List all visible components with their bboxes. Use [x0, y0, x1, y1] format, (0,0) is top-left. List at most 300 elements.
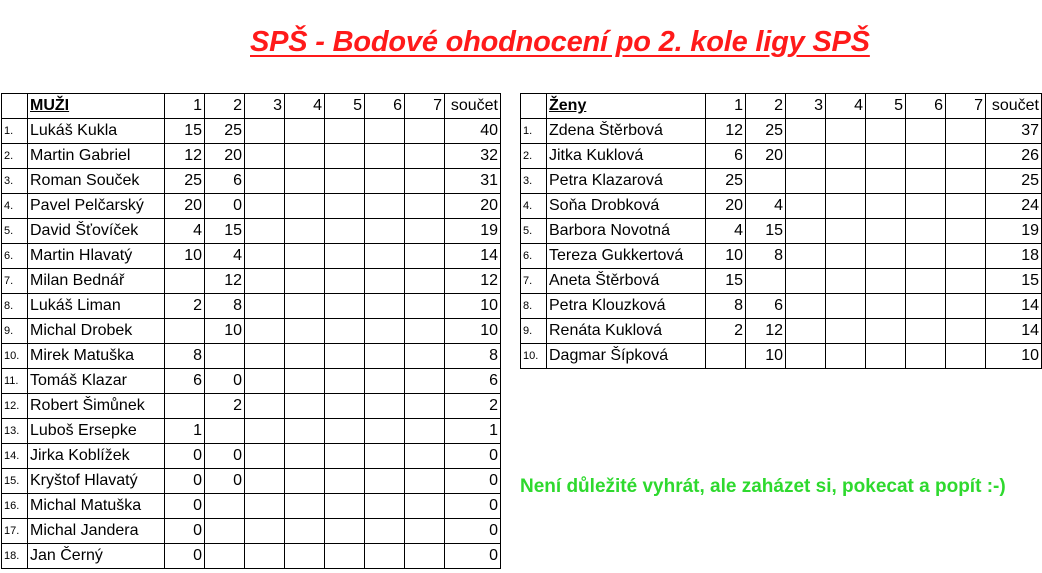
round-3-score	[245, 544, 285, 569]
round-6-score	[365, 469, 405, 494]
rank-cell: 4.	[2, 194, 28, 219]
table-row	[521, 219, 1042, 244]
total-score: 15	[986, 269, 1042, 294]
rank-cell: 11.	[2, 369, 28, 394]
player-name: Milan Bednář	[28, 269, 165, 294]
total-score: 14	[445, 244, 501, 269]
round-1-score: 4	[165, 219, 205, 244]
round-4-score	[826, 194, 866, 219]
rank-cell: 10.	[2, 344, 28, 369]
rank-cell: 3.	[521, 169, 547, 194]
total-score: 8	[445, 344, 501, 369]
total-score: 20	[445, 194, 501, 219]
player-name: Renáta Kuklová	[547, 319, 706, 344]
round-6-score	[365, 369, 405, 394]
total-score: 14	[986, 294, 1042, 319]
round-3-score	[786, 294, 826, 319]
round-header-1: 1	[706, 94, 746, 119]
rank-cell: 8.	[521, 294, 547, 319]
total-score: 0	[445, 444, 501, 469]
table-row	[2, 419, 501, 444]
player-name: Martin Hlavatý	[28, 244, 165, 269]
round-6-score	[906, 219, 946, 244]
rank-cell: 2.	[521, 144, 547, 169]
round-header-4: 4	[826, 94, 866, 119]
total-score: 37	[986, 119, 1042, 144]
round-6-score	[365, 319, 405, 344]
round-header-5: 5	[866, 94, 906, 119]
round-7-score	[946, 144, 986, 169]
round-2-score: 2	[205, 394, 245, 419]
round-header-4: 4	[285, 94, 325, 119]
round-2-score: 4	[205, 244, 245, 269]
round-7-score	[405, 494, 445, 519]
round-3-score	[245, 269, 285, 294]
round-4-score	[285, 119, 325, 144]
round-7-score	[405, 394, 445, 419]
rank-cell: 10.	[521, 344, 547, 369]
round-5-score	[866, 219, 906, 244]
table-row	[2, 469, 501, 494]
round-5-score	[325, 119, 365, 144]
round-2-score: 15	[746, 219, 786, 244]
rank-cell: 13.	[2, 419, 28, 444]
round-3-score	[245, 394, 285, 419]
round-2-score	[746, 169, 786, 194]
round-6-score	[906, 269, 946, 294]
table-row	[2, 319, 501, 344]
round-4-score	[826, 119, 866, 144]
table-row	[2, 519, 501, 544]
round-1-score: 6	[706, 144, 746, 169]
round-5-score	[866, 119, 906, 144]
round-2-score: 0	[205, 194, 245, 219]
round-3-score	[786, 144, 826, 169]
round-3-score	[245, 344, 285, 369]
round-7-score	[946, 194, 986, 219]
player-name: Lukáš Kukla	[28, 119, 165, 144]
round-6-score	[365, 544, 405, 569]
player-name: Jirka Koblížek	[28, 444, 165, 469]
round-4-score	[826, 294, 866, 319]
round-7-score	[405, 469, 445, 494]
header-row	[2, 94, 501, 119]
rank-cell: 1.	[2, 119, 28, 144]
round-7-score	[405, 294, 445, 319]
round-7-score	[946, 319, 986, 344]
round-6-score	[906, 344, 946, 369]
round-header-2: 2	[205, 94, 245, 119]
round-7-score	[946, 294, 986, 319]
round-1-score: 0	[165, 544, 205, 569]
round-1-score: 6	[165, 369, 205, 394]
round-7-score	[405, 344, 445, 369]
round-1-score: 25	[165, 169, 205, 194]
total-score: 6	[445, 369, 501, 394]
total-header: součet	[986, 94, 1042, 119]
total-score: 19	[445, 219, 501, 244]
rank-cell: 15.	[2, 469, 28, 494]
table-row	[2, 244, 501, 269]
round-1-score: 20	[706, 194, 746, 219]
round-7-score	[946, 269, 986, 294]
category-heading: Ženy	[547, 94, 706, 119]
rank-header-cell	[521, 94, 547, 119]
rank-cell: 9.	[521, 319, 547, 344]
total-header: součet	[445, 94, 501, 119]
player-name: Barbora Novotná	[547, 219, 706, 244]
total-score: 0	[445, 494, 501, 519]
player-name: Soňa Drobková	[547, 194, 706, 219]
round-4-score	[285, 144, 325, 169]
round-1-score: 2	[706, 319, 746, 344]
rank-cell: 6.	[2, 244, 28, 269]
total-score: 24	[986, 194, 1042, 219]
player-name: Michal Matuška	[28, 494, 165, 519]
player-name: Mirek Matuška	[28, 344, 165, 369]
round-5-score	[866, 144, 906, 169]
round-6-score	[365, 194, 405, 219]
round-6-score	[906, 244, 946, 269]
round-4-score	[285, 394, 325, 419]
men-results-table	[1, 93, 501, 569]
table-row	[2, 269, 501, 294]
round-2-score: 6	[746, 294, 786, 319]
rank-cell: 9.	[2, 319, 28, 344]
round-4-score	[285, 169, 325, 194]
round-4-score	[285, 444, 325, 469]
player-name: Jitka Kuklová	[547, 144, 706, 169]
table-row	[521, 294, 1042, 319]
round-5-score	[325, 319, 365, 344]
total-score: 18	[986, 244, 1042, 269]
table-row	[2, 544, 501, 569]
round-3-score	[245, 469, 285, 494]
round-3-score	[245, 369, 285, 394]
round-6-score	[365, 444, 405, 469]
round-6-score	[365, 144, 405, 169]
round-5-score	[325, 344, 365, 369]
round-1-score: 2	[165, 294, 205, 319]
round-5-score	[325, 469, 365, 494]
round-1-score: 0	[165, 469, 205, 494]
round-1-score: 12	[165, 144, 205, 169]
round-6-score	[906, 294, 946, 319]
table-row	[2, 219, 501, 244]
table-row	[521, 244, 1042, 269]
round-7-score	[946, 344, 986, 369]
round-5-score	[325, 219, 365, 244]
total-score: 10	[445, 319, 501, 344]
round-1-score: 0	[165, 494, 205, 519]
table-row	[2, 394, 501, 419]
round-2-score	[746, 269, 786, 294]
round-4-score	[285, 219, 325, 244]
round-5-score	[866, 319, 906, 344]
player-name: Tereza Gukkertová	[547, 244, 706, 269]
round-6-score	[365, 169, 405, 194]
round-4-score	[285, 469, 325, 494]
table-row	[2, 494, 501, 519]
round-5-score	[325, 294, 365, 319]
total-score: 0	[445, 469, 501, 494]
round-6-score	[906, 194, 946, 219]
round-5-score	[325, 519, 365, 544]
round-5-score	[325, 269, 365, 294]
player-name: David Šťovíček	[28, 219, 165, 244]
round-2-score: 15	[205, 219, 245, 244]
table-row	[2, 294, 501, 319]
round-header-7: 7	[946, 94, 986, 119]
round-7-score	[946, 169, 986, 194]
round-7-score	[405, 219, 445, 244]
table-row	[2, 169, 501, 194]
round-7-score	[405, 544, 445, 569]
round-6-score	[906, 119, 946, 144]
rank-cell: 3.	[2, 169, 28, 194]
round-5-score	[325, 194, 365, 219]
round-6-score	[365, 494, 405, 519]
total-score: 14	[986, 319, 1042, 344]
round-5-score	[866, 169, 906, 194]
table-row	[521, 169, 1042, 194]
round-4-score	[285, 419, 325, 444]
round-2-score: 4	[746, 194, 786, 219]
total-score: 26	[986, 144, 1042, 169]
player-name: Robert Šimůnek	[28, 394, 165, 419]
round-1-score: 0	[165, 519, 205, 544]
table-row	[521, 269, 1042, 294]
player-name: Pavel Pelčarský	[28, 194, 165, 219]
round-7-score	[405, 369, 445, 394]
round-3-score	[245, 219, 285, 244]
round-6-score	[365, 394, 405, 419]
round-3-score	[245, 444, 285, 469]
round-1-score: 25	[706, 169, 746, 194]
table-row	[521, 144, 1042, 169]
round-2-score	[205, 519, 245, 544]
round-1-score: 1	[165, 419, 205, 444]
round-1-score: 15	[165, 119, 205, 144]
table-row	[2, 369, 501, 394]
category-heading: MUŽI	[28, 94, 165, 119]
player-name: Lukáš Liman	[28, 294, 165, 319]
round-3-score	[245, 494, 285, 519]
round-2-score: 25	[746, 119, 786, 144]
rank-cell: 18.	[2, 544, 28, 569]
round-7-score	[405, 244, 445, 269]
rank-cell: 16.	[2, 494, 28, 519]
total-score: 32	[445, 144, 501, 169]
round-1-score: 20	[165, 194, 205, 219]
round-2-score	[205, 544, 245, 569]
rank-cell: 2.	[2, 144, 28, 169]
round-3-score	[245, 319, 285, 344]
table-row	[521, 119, 1042, 144]
table-row	[521, 344, 1042, 369]
round-3-score	[786, 244, 826, 269]
total-score: 12	[445, 269, 501, 294]
round-6-score	[365, 519, 405, 544]
rank-cell: 8.	[2, 294, 28, 319]
round-6-score	[365, 119, 405, 144]
round-3-score	[786, 194, 826, 219]
round-4-score	[826, 219, 866, 244]
round-1-score: 10	[165, 244, 205, 269]
total-score: 2	[445, 394, 501, 419]
round-1-score	[165, 394, 205, 419]
round-1-score	[165, 319, 205, 344]
round-2-score: 6	[205, 169, 245, 194]
women-results-table	[520, 93, 1042, 369]
round-7-score	[405, 119, 445, 144]
player-name: Luboš Ersepke	[28, 419, 165, 444]
round-header-1: 1	[165, 94, 205, 119]
round-2-score: 12	[746, 319, 786, 344]
round-7-score	[405, 269, 445, 294]
round-header-6: 6	[365, 94, 405, 119]
round-3-score	[786, 269, 826, 294]
round-1-score: 8	[706, 294, 746, 319]
round-2-score: 25	[205, 119, 245, 144]
round-2-score: 8	[746, 244, 786, 269]
round-3-score	[786, 319, 826, 344]
rank-cell: 12.	[2, 394, 28, 419]
total-score: 1	[445, 419, 501, 444]
round-6-score	[906, 319, 946, 344]
table-row	[2, 344, 501, 369]
round-1-score	[706, 344, 746, 369]
round-6-score	[365, 269, 405, 294]
round-2-score: 20	[746, 144, 786, 169]
table-row	[521, 319, 1042, 344]
round-2-score	[205, 494, 245, 519]
table-row	[2, 144, 501, 169]
round-6-score	[365, 419, 405, 444]
round-5-score	[866, 194, 906, 219]
round-4-score	[285, 269, 325, 294]
round-3-score	[245, 294, 285, 319]
round-1-score: 8	[165, 344, 205, 369]
round-4-score	[285, 244, 325, 269]
table-row	[2, 194, 501, 219]
motto-text: Není důležité vyhrát, ale zaházet si, pokecat a popít :-)	[520, 476, 1006, 497]
round-1-score	[165, 269, 205, 294]
round-7-score	[405, 194, 445, 219]
round-4-score	[826, 169, 866, 194]
round-5-score	[325, 244, 365, 269]
round-6-score	[365, 244, 405, 269]
round-5-score	[325, 144, 365, 169]
round-3-score	[245, 244, 285, 269]
round-2-score	[205, 419, 245, 444]
round-6-score	[365, 219, 405, 244]
round-5-score	[325, 444, 365, 469]
round-5-score	[325, 544, 365, 569]
total-score: 0	[445, 519, 501, 544]
rank-cell: 1.	[521, 119, 547, 144]
round-3-score	[245, 119, 285, 144]
total-score: 25	[986, 169, 1042, 194]
round-4-score	[826, 344, 866, 369]
round-7-score	[405, 444, 445, 469]
round-1-score: 0	[165, 444, 205, 469]
rank-header-cell	[2, 94, 28, 119]
round-5-score	[866, 244, 906, 269]
round-7-score	[405, 319, 445, 344]
round-7-score	[405, 144, 445, 169]
round-4-score	[285, 519, 325, 544]
player-name: Martin Gabriel	[28, 144, 165, 169]
round-7-score	[946, 244, 986, 269]
round-3-score	[786, 169, 826, 194]
round-5-score	[866, 344, 906, 369]
player-name: Roman Souček	[28, 169, 165, 194]
player-name: Jan Černý	[28, 544, 165, 569]
round-3-score	[786, 219, 826, 244]
round-4-score	[285, 494, 325, 519]
round-3-score	[245, 194, 285, 219]
total-score: 40	[445, 119, 501, 144]
rank-cell: 7.	[521, 269, 547, 294]
round-3-score	[786, 344, 826, 369]
round-3-score	[245, 144, 285, 169]
round-1-score: 4	[706, 219, 746, 244]
player-name: Petra Klazarová	[547, 169, 706, 194]
round-5-score	[866, 269, 906, 294]
player-name: Michal Drobek	[28, 319, 165, 344]
total-score: 31	[445, 169, 501, 194]
round-6-score	[906, 144, 946, 169]
total-score: 19	[986, 219, 1042, 244]
page-title: SPŠ - Bodové ohodnocení po 2. kole ligy SPŠ	[250, 26, 870, 58]
round-5-score	[325, 369, 365, 394]
player-name: Zdena Štěrbová	[547, 119, 706, 144]
round-4-score	[285, 369, 325, 394]
round-2-score	[205, 344, 245, 369]
round-7-score	[405, 169, 445, 194]
round-header-6: 6	[906, 94, 946, 119]
rank-cell: 6.	[521, 244, 547, 269]
round-5-score	[325, 394, 365, 419]
round-5-score	[325, 169, 365, 194]
player-name: Dagmar Šípková	[547, 344, 706, 369]
round-header-3: 3	[786, 94, 826, 119]
rank-cell: 5.	[521, 219, 547, 244]
table-row	[2, 119, 501, 144]
total-score: 10	[445, 294, 501, 319]
player-name: Michal Jandera	[28, 519, 165, 544]
round-5-score	[325, 419, 365, 444]
round-4-score	[826, 244, 866, 269]
player-name: Tomáš Klazar	[28, 369, 165, 394]
rank-cell: 5.	[2, 219, 28, 244]
round-header-2: 2	[746, 94, 786, 119]
round-header-7: 7	[405, 94, 445, 119]
round-4-score	[826, 319, 866, 344]
header-row	[521, 94, 1042, 119]
round-6-score	[365, 294, 405, 319]
round-2-score: 0	[205, 444, 245, 469]
round-2-score: 12	[205, 269, 245, 294]
round-5-score	[325, 494, 365, 519]
rank-cell: 14.	[2, 444, 28, 469]
rank-cell: 4.	[521, 194, 547, 219]
round-2-score: 0	[205, 469, 245, 494]
round-2-score: 10	[205, 319, 245, 344]
round-5-score	[866, 294, 906, 319]
round-4-score	[285, 319, 325, 344]
